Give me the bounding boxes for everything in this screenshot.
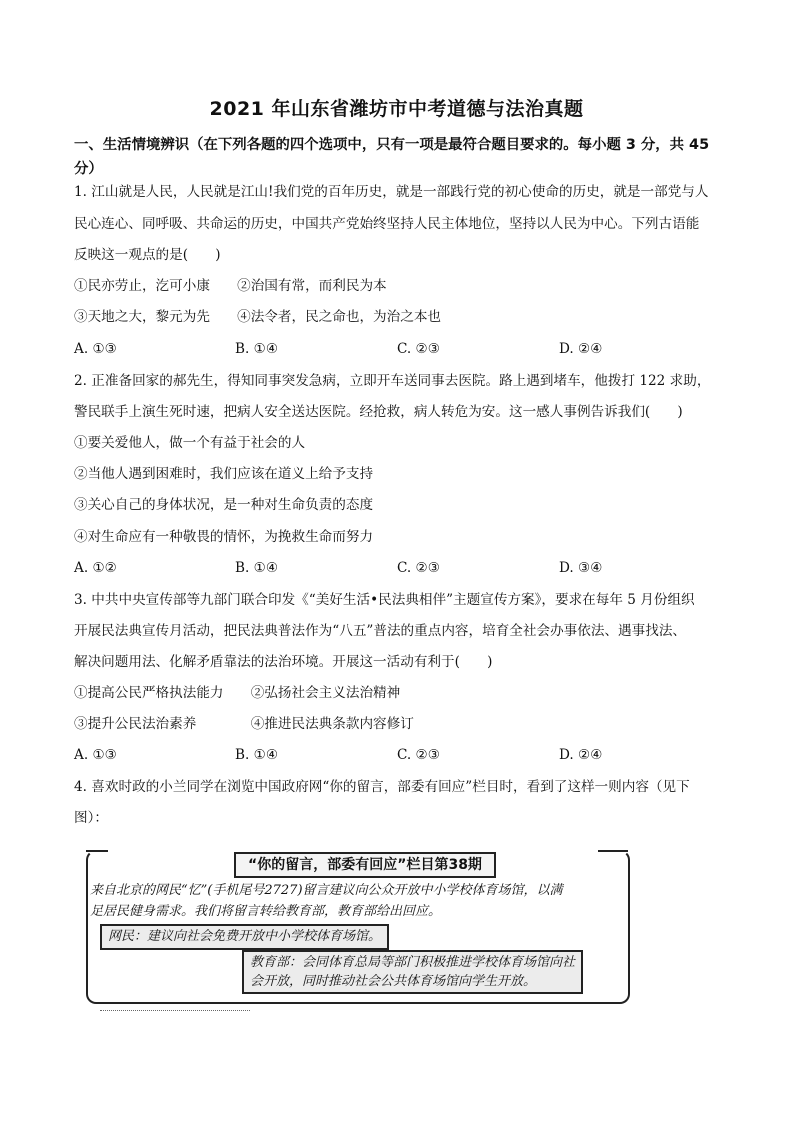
figure-intro-line-2: 足居民健身需求。我们将留言转给教育部，教育部给出回应。	[90, 904, 442, 919]
q3-option-b: B. ①④	[235, 747, 279, 763]
ministry-reply-line-2: 会开放，同时推动社会公共体育场馆向学生开放。	[250, 974, 537, 989]
q2-option-a: A. ①②	[74, 560, 117, 576]
figure-frame-corner-right	[598, 850, 628, 852]
q2-line-1: 2. 正准备回家的郝先生，得知同事突发急病，立即开车送同事去医院。路上遇到堵车，他拨打 122 求助，	[74, 373, 711, 389]
q2-statement-4: ④对生命应有一种敬畏的情怀，为挽救生命而努力	[74, 529, 374, 545]
q3-option-c: C. ②③	[397, 747, 440, 763]
q2-option-d: D. ③④	[559, 560, 603, 576]
q4-line-1: 4. 喜欢时政的小兰同学在浏览中国政府网“你的留言，部委有回应”栏目时，看到了这样一则内容（见下	[74, 779, 690, 795]
q3-line-2: 开展民法典宣传月活动，把民法典普法作为“八五”普法的重点内容，培育全社会办事依法、遇事找法、	[74, 623, 687, 639]
q1-statement-1: ①民亦劳止，汔可小康 ②治国有常，而利民为本	[74, 278, 387, 294]
q3-statement-2: ③提升公民法治素养 ④推进民法典条款内容修订	[74, 716, 414, 732]
q1-option-c: C. ②③	[397, 341, 440, 357]
q2-statement-3: ③关心自己的身体状况，是一种对生命负责的态度	[74, 497, 374, 513]
section-heading: 一、生活情境辨识（在下列各题的四个选项中，只有一项是最符合题目要求的。每小题 3 分，共 45 分）	[74, 137, 710, 177]
ministry-reply-line-1: 教育部：会同体育总局等部门积极推进学校体育场馆向社	[250, 955, 576, 970]
q2-statement-1: ①要关爱他人，做一个有益于社会的人	[74, 435, 306, 451]
q2-option-c: C. ②③	[397, 560, 440, 576]
ministry-reply-box	[242, 950, 583, 994]
q2-statement-2: ②当他人遇到困难时，我们应该在道义上给予支持	[74, 466, 374, 482]
q1-line-3: 反映这一观点的是( )	[74, 247, 221, 263]
page-title: 2021 年山东省潍坊市中考道德与法治真题	[209, 98, 584, 120]
q2-option-b: B. ①④	[235, 560, 279, 576]
q4-line-2: 图）：	[74, 810, 108, 826]
q3-option-d: D. ②④	[559, 747, 603, 763]
q3-option-a: A. ①③	[74, 747, 117, 763]
q3-statement-1: ①提高公民严格执法能力 ②弘扬社会主义法治精神	[74, 685, 401, 701]
q1-statement-2: ③天地之大，黎元为先 ④法令者，民之命也，为治之本也	[74, 309, 442, 325]
message-board-figure	[82, 842, 632, 1012]
q1-option-b: B. ①④	[235, 341, 279, 357]
q1-option-a: A. ①③	[74, 341, 117, 357]
q2-line-2: 警民联手上演生死时速，把病人安全送达医院。经抢救，病人转危为安。这一感人事例告诉我们( )	[74, 404, 683, 420]
netizen-message-box: 网民：建议向社会免费开放中小学校体育场馆。	[100, 924, 389, 950]
figure-intro-line-1: 来自北京的网民“忆”(手机尾号2727)留言建议向公众开放中小学校体育场馆，以满	[90, 883, 563, 898]
page-cut-off-text	[100, 1010, 250, 1015]
q3-line-1: 3. 中共中央宣传部等九部门联合印发《“美好生活•民法典相伴”主题宣传方案》，要求在每年 5 月份组织	[74, 592, 695, 608]
q3-line-3: 解决问题用法、化解矛盾靠法的法治环境。开展这一活动有利于( )	[74, 654, 493, 670]
q1-line-1: 1. 江山就是人民，人民就是江山!我们党的百年历史，就是一部践行党的初心使命的历史，就是一部党与人	[74, 184, 709, 200]
figure-header: “你的留言，部委有回应”栏目第38期	[234, 852, 496, 878]
figure-frame-corner-left	[86, 850, 108, 852]
q1-option-d: D. ②④	[559, 341, 603, 357]
q1-line-2: 民心连心、同呼吸、共命运的历史，中国共产党始终坚持人民主体地位，坚持以人民为中心。下列古语能	[74, 216, 700, 232]
